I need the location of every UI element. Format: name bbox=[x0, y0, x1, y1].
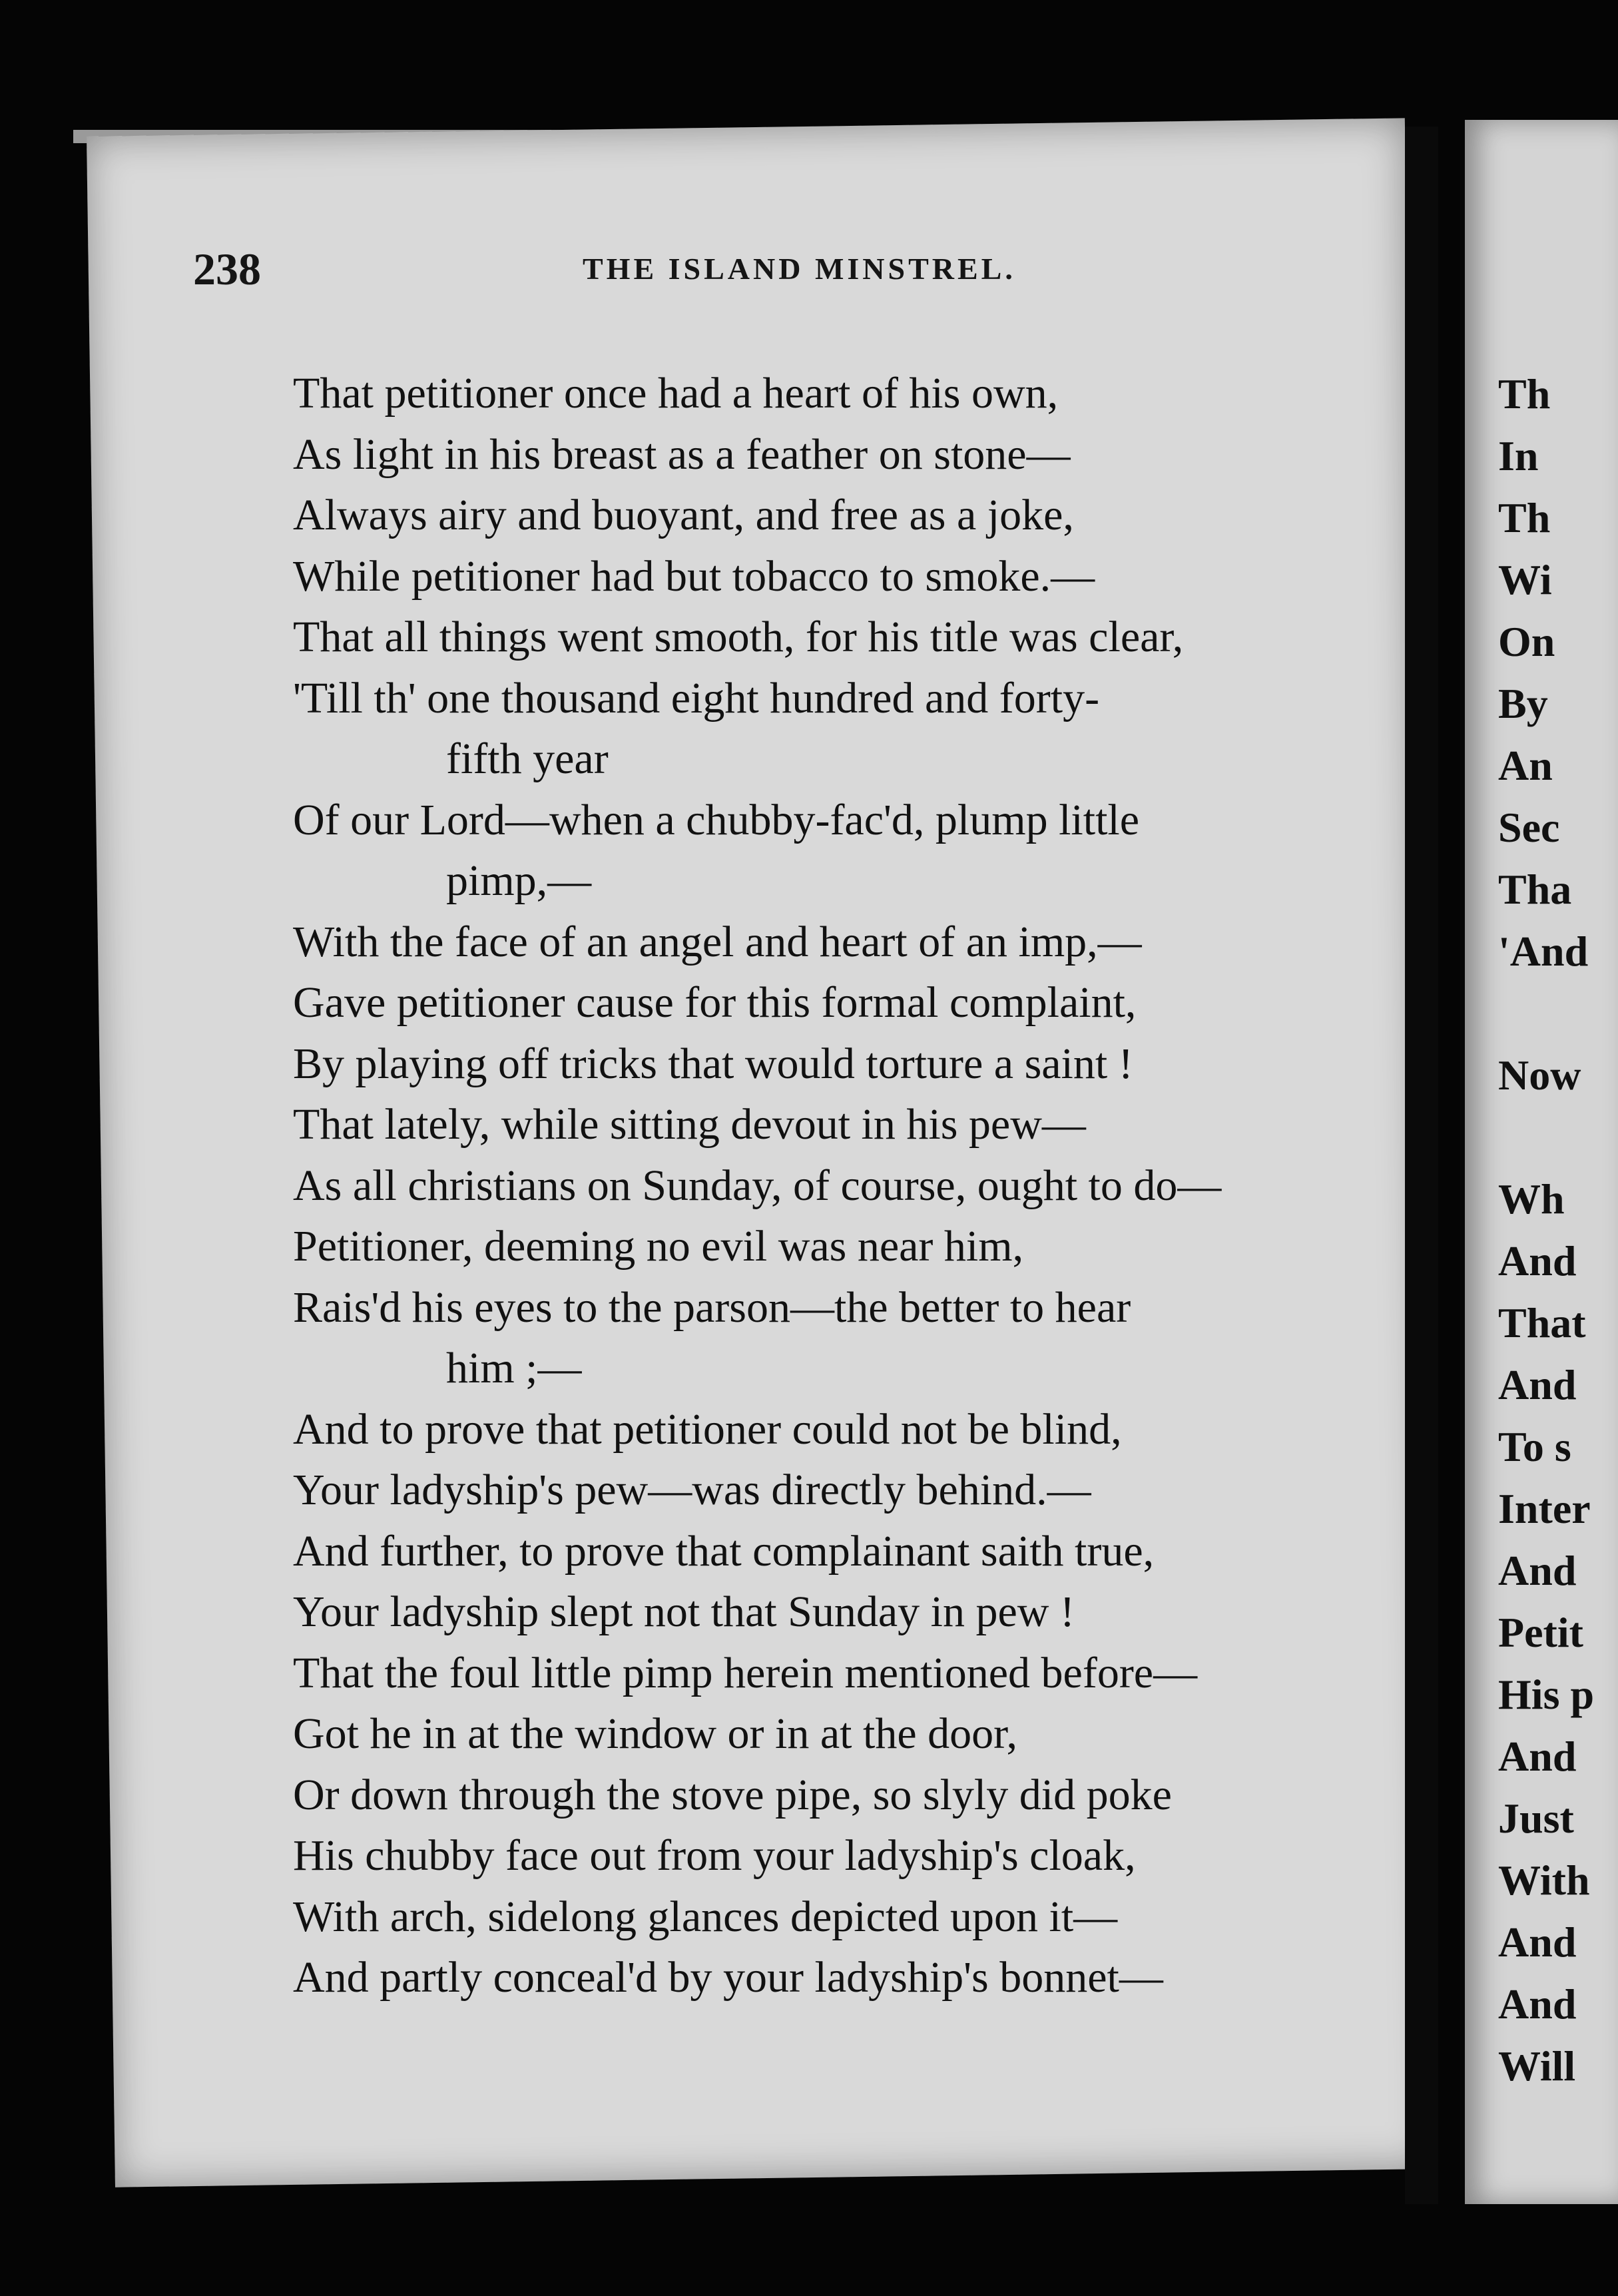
poem-line: fifth year bbox=[446, 734, 609, 783]
right-page-line-fragment: Now bbox=[1498, 1051, 1581, 1099]
right-page-line-fragment: And bbox=[1498, 1733, 1577, 1780]
right-page-line-fragment: On bbox=[1498, 618, 1555, 665]
poem-line: Your ladyship's pew—was directly behind.— bbox=[293, 1466, 1091, 1514]
right-page-line-fragment: Th bbox=[1498, 370, 1551, 418]
right-page-line-fragment: That bbox=[1498, 1299, 1586, 1346]
poem-line: And further, to prove that complainant saith true, bbox=[293, 1526, 1155, 1576]
poem-line: pimp,— bbox=[446, 856, 592, 905]
right-page-line-fragment: Inter bbox=[1498, 1485, 1591, 1532]
poem-line: That lately, while sitting devout in his pew— bbox=[293, 1100, 1086, 1149]
poem-line: him ;— bbox=[446, 1344, 582, 1392]
running-title: THE ISLAND MINSTREL. bbox=[583, 252, 1016, 286]
poem-line: 'Till th' one thousand eight hundred and forty- bbox=[293, 673, 1100, 722]
right-page-text-fragments bbox=[1498, 363, 1618, 2097]
right-page-line-fragment: Th bbox=[1498, 494, 1551, 541]
right-page-line-fragment: Tha bbox=[1498, 866, 1572, 913]
right-page-line-fragment: Wi bbox=[1498, 556, 1552, 603]
poem-line: With arch, sidelong glances depicted upon it— bbox=[293, 1892, 1118, 1941]
right-page-blank-line bbox=[1498, 1106, 1618, 1168]
right-page-line-fragment: Just bbox=[1498, 1795, 1574, 1842]
poem-line: Or down through the stove pipe, so slyly did poke bbox=[293, 1770, 1172, 1819]
poem-line: While petitioner had but tobacco to smoke.— bbox=[293, 551, 1095, 601]
right-page-line-fragment: 'And bbox=[1498, 928, 1589, 975]
poem-line: That petitioner once had a heart of his own, bbox=[293, 369, 1059, 418]
right-page-line-fragment: And bbox=[1498, 1547, 1577, 1594]
poem-line: As all christians on Sunday, of course, ought to do— bbox=[293, 1161, 1222, 1210]
poem-line: His chubby face out from your ladyship's cloak, bbox=[293, 1831, 1136, 1880]
right-page-line-fragment: Wh bbox=[1498, 1175, 1565, 1223]
right-page-line-fragment: An bbox=[1498, 742, 1553, 789]
poem-line: And partly conceal'd by your ladyship's bonnet— bbox=[293, 1953, 1163, 2002]
poem-line: And to prove that petitioner could not be blind, bbox=[293, 1404, 1122, 1454]
right-page-line-fragment: Petit bbox=[1498, 1609, 1583, 1656]
poem-text bbox=[293, 363, 1392, 2008]
page-header bbox=[193, 243, 1125, 294]
right-page-blank-line bbox=[1498, 982, 1618, 1044]
poem-line: Got he in at the window or in at the door, bbox=[293, 1709, 1017, 1758]
poem-line: Always airy and buoyant, and free as a joke, bbox=[293, 491, 1074, 539]
poem-line: Petitioner, deeming no evil was near him, bbox=[293, 1222, 1024, 1271]
poem-line: That the foul little pimp herein mentioned before— bbox=[293, 1648, 1198, 1697]
right-page-line-fragment: In bbox=[1498, 432, 1539, 479]
poem-line: Your ladyship slept not that Sunday in pew ! bbox=[293, 1587, 1075, 1636]
right-page-line-fragment: Sec bbox=[1498, 804, 1560, 851]
right-page-line-fragment: His p bbox=[1498, 1671, 1595, 1718]
page-number: 238 bbox=[193, 244, 261, 294]
book-gutter bbox=[1405, 127, 1438, 2204]
right-page-line-fragment: By bbox=[1498, 680, 1548, 727]
right-page-line-fragment: And bbox=[1498, 1237, 1577, 1285]
right-page-line-fragment: And bbox=[1498, 1361, 1577, 1408]
right-page-line-fragment: Will bbox=[1498, 2042, 1576, 2090]
poem-line: Of our Lord—when a chubby-fac'd, plump little bbox=[293, 795, 1140, 844]
right-page-line-fragment: To s bbox=[1498, 1423, 1571, 1470]
poem-line: Rais'd his eyes to the parson—the better to hear bbox=[293, 1283, 1131, 1332]
poem-line: By playing off tricks that would torture a saint ! bbox=[293, 1039, 1133, 1088]
right-page-line-fragment: With bbox=[1498, 1857, 1590, 1904]
poem-line: With the face of an angel and heart of an imp,— bbox=[293, 917, 1142, 966]
poem-line: Gave petitioner cause for this formal complaint, bbox=[293, 978, 1137, 1027]
poem-line: That all things went smooth, for his title was clear, bbox=[293, 613, 1184, 661]
poem-line: As light in his breast as a feather on stone— bbox=[293, 430, 1071, 479]
right-page-line-fragment: And bbox=[1498, 1980, 1577, 2028]
right-page-line-fragment: And bbox=[1498, 1918, 1577, 1966]
